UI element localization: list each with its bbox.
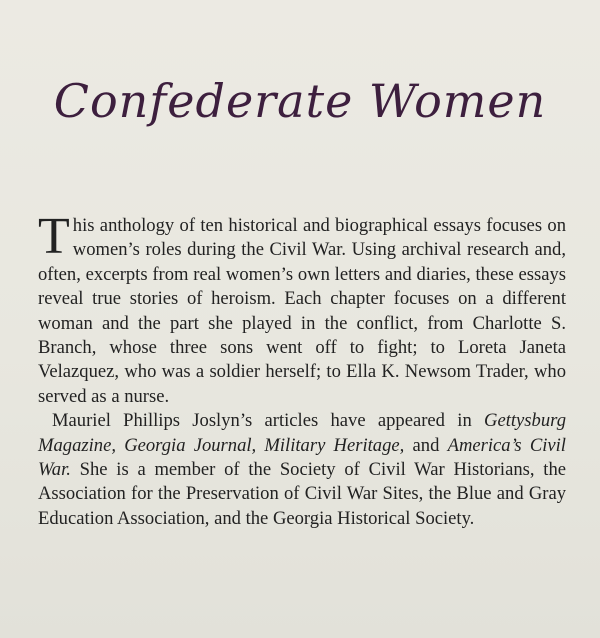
bio-and: and <box>412 434 440 456</box>
description-text: his anthology of ten historical and biographical essays focuses on women’s roles during the Civil War. Using archival research and, often, excerpts from real women’s own letters and diaries, these essays reveal true stories of heroism. Each chapter focuses on a different woman and the part she played in the conflict, from Charlotte S. Branch, whose three sons went off to fight; to Loreta Janeta Velazquez, who was a soldier herself; to Ella K. Newsom Trader, who served as a nurse. <box>38 215 566 407</box>
publication-3: Military Heritage, <box>264 434 405 456</box>
publication-1: Gettysburg Magazine, <box>38 410 566 456</box>
drop-cap: T <box>38 208 70 265</box>
author-bio-paragraph <box>38 409 566 531</box>
bio-tail: She is a member of the Society of Civil War Historians, the Association for the Preservation of Civil War Sites, the Blue and Gray Education Association, and the Georgia Historical Society. <box>38 459 566 529</box>
publication-2: Georgia Journal, <box>124 434 257 456</box>
description-paragraph <box>38 208 566 409</box>
blurb-text <box>38 208 566 531</box>
publication-4: America’s Civil War. <box>38 434 566 481</box>
bio-lead: Mauriel Phillips Joslyn’s articles have appeared in <box>52 410 472 432</box>
book-title: Confederate Women <box>53 74 547 128</box>
